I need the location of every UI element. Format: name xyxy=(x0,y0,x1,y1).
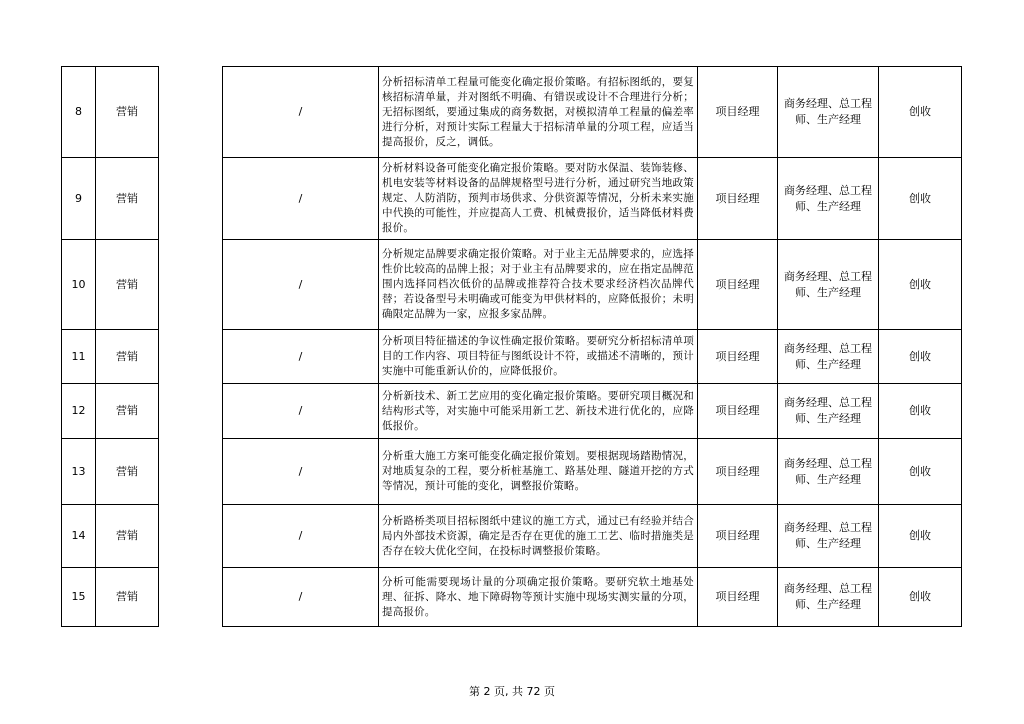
table-row xyxy=(62,330,962,384)
department-cell: 营销 xyxy=(96,330,159,384)
worksheet-table xyxy=(61,66,962,627)
blank-gap-cell xyxy=(159,505,223,568)
owner-cell: 项目经理 xyxy=(698,568,778,627)
slash-cell: / xyxy=(223,568,379,627)
slash-cell: / xyxy=(223,505,379,568)
blank-gap-cell xyxy=(159,439,223,505)
blank-gap-cell xyxy=(159,568,223,627)
row-number-cell: 15 xyxy=(62,568,96,627)
page-footer: 第 2 页, 共 72 页 xyxy=(469,685,555,698)
department-cell: 营销 xyxy=(96,568,159,627)
type-cell: 创收 xyxy=(879,439,962,505)
reviewer-cell: 商务经理、总工程师、生产经理 xyxy=(778,384,879,439)
slash-cell: / xyxy=(223,384,379,439)
type-cell: 创收 xyxy=(879,67,962,158)
department-cell: 营销 xyxy=(96,439,159,505)
table-row xyxy=(62,67,962,158)
description-cell: 分析新技术、新工艺应用的变化确定报价策略。要研究项目概况和结构形式等，对实施中可能采用新工艺、新技术进行优化的，应降低报价。 xyxy=(379,384,698,439)
row-number-cell: 11 xyxy=(62,330,96,384)
reviewer-cell: 商务经理、总工程师、生产经理 xyxy=(778,439,879,505)
blank-gap-cell xyxy=(159,158,223,240)
reviewer-cell: 商务经理、总工程师、生产经理 xyxy=(778,158,879,240)
reviewer-cell: 商务经理、总工程师、生产经理 xyxy=(778,568,879,627)
description-cell: 分析材料设备可能变化确定报价策略。要对防水保温、装饰装修、机电安装等材料设备的品牌规格型号进行分析，通过研究当地政策规定、人防消防，预判市场供求、分供资源等情况，分析未来实施中代换的可能性，并应提高人工费、机械费报价，适当降低材料费报价。 xyxy=(379,158,698,240)
owner-cell: 项目经理 xyxy=(698,240,778,330)
type-cell: 创收 xyxy=(879,330,962,384)
type-cell: 创收 xyxy=(879,240,962,330)
description-cell: 分析规定品牌要求确定报价策略。对于业主无品牌要求的，应选择性价比较高的品牌上报；对于业主有品牌要求的，应在指定品牌范围内选择同档次低价的品牌或推荐符合技术要求经济档次品牌代替；若设备型号未明确或可能变为甲供材料的，应降低报价；未明确限定品牌为一家，应报多家品牌。 xyxy=(379,240,698,330)
slash-cell: / xyxy=(223,330,379,384)
department-cell: 营销 xyxy=(96,240,159,330)
reviewer-cell: 商务经理、总工程师、生产经理 xyxy=(778,67,879,158)
table-row xyxy=(62,240,962,330)
type-cell: 创收 xyxy=(879,505,962,568)
description-cell: 分析可能需要现场计量的分项确定报价策略。要研究软土地基处理、征拆、降水、地下障碍物等预计实施中现场实测实量的分项，提高报价。 xyxy=(379,568,698,627)
department-cell: 营销 xyxy=(96,505,159,568)
description-cell: 分析招标清单工程量可能变化确定报价策略。有招标图纸的，要复核招标清单量，并对图纸不明确、有错误或设计不合理进行分析；无招标图纸，要通过集成的商务数据，对模拟清单工程量的偏差率进行分析，对预计实际工程量大于招标清单量的分项工程，应适当提高报价，反之，调低。 xyxy=(379,67,698,158)
description-cell: 分析路桥类项目招标图纸中建议的施工方式，通过已有经验并结合局内外部技术资源，确定是否存在更优的施工工艺、临时措施类是否存在较大优化空间，在投标时调整报价策略。 xyxy=(379,505,698,568)
blank-gap-cell xyxy=(159,330,223,384)
reviewer-cell: 商务经理、总工程师、生产经理 xyxy=(778,505,879,568)
row-number-cell: 13 xyxy=(62,439,96,505)
row-number-cell: 8 xyxy=(62,67,96,158)
row-number-cell: 14 xyxy=(62,505,96,568)
owner-cell: 项目经理 xyxy=(698,158,778,240)
owner-cell: 项目经理 xyxy=(698,439,778,505)
slash-cell: / xyxy=(223,67,379,158)
blank-gap-cell xyxy=(159,67,223,158)
row-number-cell: 10 xyxy=(62,240,96,330)
owner-cell: 项目经理 xyxy=(698,67,778,158)
description-cell: 分析重大施工方案可能变化确定报价策划。要根据现场踏勘情况，对地质复杂的工程，要分析桩基施工、路基处理、隧道开挖的方式等情况，预计可能的变化，调整报价策略。 xyxy=(379,439,698,505)
type-cell: 创收 xyxy=(879,158,962,240)
slash-cell: / xyxy=(223,439,379,505)
department-cell: 营销 xyxy=(96,384,159,439)
owner-cell: 项目经理 xyxy=(698,505,778,568)
row-number-cell: 12 xyxy=(62,384,96,439)
type-cell: 创收 xyxy=(879,568,962,627)
blank-gap-cell xyxy=(159,240,223,330)
department-cell: 营销 xyxy=(96,67,159,158)
row-number-cell: 9 xyxy=(62,158,96,240)
reviewer-cell: 商务经理、总工程师、生产经理 xyxy=(778,240,879,330)
table-row xyxy=(62,505,962,568)
blank-gap-cell xyxy=(159,384,223,439)
owner-cell: 项目经理 xyxy=(698,330,778,384)
table-row xyxy=(62,384,962,439)
type-cell: 创收 xyxy=(879,384,962,439)
table-row xyxy=(62,568,962,627)
table-row xyxy=(62,158,962,240)
slash-cell: / xyxy=(223,240,379,330)
slash-cell: / xyxy=(223,158,379,240)
description-cell: 分析项目特征描述的争议性确定报价策略。要研究分析招标清单项目的工作内容、项目特征与图纸设计不符，或描述不清晰的，预计实施中可能重新认价的，应降低报价。 xyxy=(379,330,698,384)
reviewer-cell: 商务经理、总工程师、生产经理 xyxy=(778,330,879,384)
table-row xyxy=(62,439,962,505)
owner-cell: 项目经理 xyxy=(698,384,778,439)
department-cell: 营销 xyxy=(96,158,159,240)
